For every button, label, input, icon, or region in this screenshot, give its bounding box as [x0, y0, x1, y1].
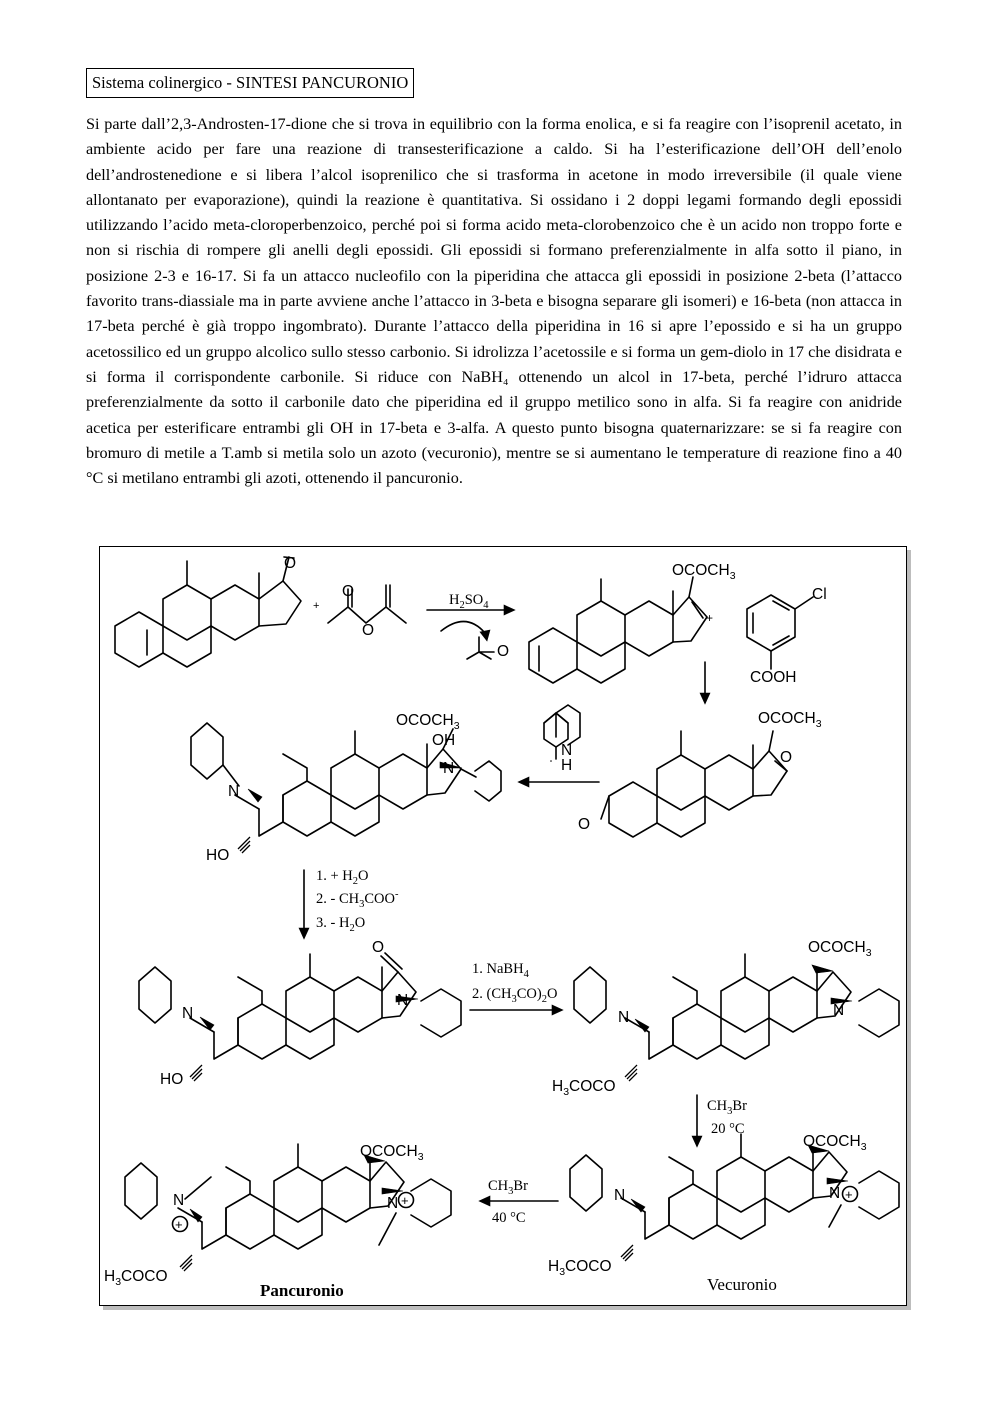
hydrolysis-step-3: 3. - $H_2O$ — [316, 915, 366, 934]
plus-sign: + — [313, 600, 320, 612]
pancuronio-ester-label: $OCOCH_3$ — [360, 1143, 424, 1163]
vecuronio-name: Vecuronio — [707, 1275, 777, 1294]
isoprenyl-acetate-structure — [328, 585, 406, 623]
piperidine-reagent — [518, 713, 599, 787]
aminoketone-n16: N — [397, 992, 409, 1009]
methylation-20c-arrow — [692, 1095, 702, 1147]
aminoalcohol-ho: HO — [206, 847, 230, 864]
vecuronio-bonds — [621, 1145, 848, 1261]
vecuronio-n2: N — [614, 1187, 626, 1204]
mebr20-temperature: 20 °C — [711, 1121, 745, 1137]
mebr20-reagent: $CH_3Br$ — [707, 1098, 747, 1117]
ester-carbonyl-oxygen: O — [342, 583, 355, 600]
aminoketone-bonds — [190, 996, 418, 1081]
vecuronio-acetoxy3: $H_3COCO$ — [548, 1258, 612, 1278]
vecuronio-plus: + — [845, 1187, 853, 1202]
hydrolysis-arrow — [299, 870, 309, 939]
pancuronio-n2: N — [173, 1192, 185, 1209]
h2so4-label: $H_2SO_4$ — [449, 592, 489, 611]
enol-ester-label: $OCOCH_3$ — [672, 562, 736, 582]
aminoketone-oxygen: O — [372, 939, 385, 956]
body-paragraph: Si parte dall’2,3-Androsten-17-dione che si trova in equilibrio con la forma enolica, e si fa reagire con l’isoprenil acetato, in ambiente acido per fare una reazione di transesterificazione a caldo. Si ha l’esterificazione dell’OH dell’enolo dell’androstenedione e si libera l’alcol isoprenilico che si trasforma in acetone in modo irreversibile (il quale viene allontanato per evaporazione), quindi la reazione è quantitativa. Si ossidano i 2 doppi legami formando degli epossidi utilizzando l’acido meta-cloroperbenzoico, perché poi si forma acido meta-clorobenzoico che è un acido non troppo forte e non si rischia di rompere gli anelli degli epossidi. Gli epossidi si formano preferenzialmente in alfa sotto il piano, in posizione 2-3 e 16-17. Si fa un attacco nucleofilo con la piperidina che attacca gli epossidi in posizione 2-beta (l’attacco favorito trans-diassiale ma in parte avviene anche l’attacco in 3-beta e bisogna separare gli isomeri) e 16-beta (non attacca in 17-beta perché è già troppo ingombrato). Durante l’attacco della piperidina in 16 si apre l’epossido e si ha un gruppo acetossilico ed un gruppo alcolico sullo stesso carbonio. Si idrolizza l’acetossile e si forma un gem-diolo in 17 che disidrata e si forma il corrispondente carbonile. Si riduce con NaBH₄ ottenendo un alcol in 17-beta, perché l’idruro attacca preferenzialmente da sotto il carbonile dato che piperidina ed il gruppo metilico sono in alfa. Si fa reagire con anidride acetica per esterificare entrambi gli OH in 17-beta e 3-alfa. A questo punto bisogna quaternarizzare: se si fa reagire con bromuro di metile a T.amb si metila solo un azoto (vecuronio), mentre se si aumentano le temperature di reazione fino a 40 °C si metilano entrambi gli azoti, ottenendo il pancuronio. — [86, 115, 902, 488]
chlorine-label: Cl — [812, 586, 827, 603]
aminoalcohol-skeleton — [235, 769, 476, 809]
aminoalcohol-oh: OH — [432, 732, 456, 749]
bis-epoxide-structure — [601, 731, 787, 837]
epoxidation-arrow — [700, 662, 710, 704]
piperidine-n: N — [561, 742, 573, 759]
cooh-label: COOH — [750, 669, 797, 686]
hydrolysis-step-2: 2. - $CH_3COO^-$ — [316, 889, 399, 910]
methylation-40c-arrow — [479, 1196, 558, 1206]
epoxide-o2: O — [578, 816, 591, 833]
vecuronio-n16: N — [829, 1185, 841, 1202]
reduction-arrow — [470, 1005, 563, 1015]
ketone-oxygen-label: O — [284, 555, 297, 572]
epoxide-ester-label: $OCOCH_3$ — [758, 710, 822, 730]
vecuronio-ester-label: $OCOCH_3$ — [803, 1133, 867, 1153]
pancuronio-plus2: + — [175, 1217, 183, 1232]
aminoalcohol-n16: N — [443, 760, 455, 777]
acetone-oxygen: O — [497, 643, 510, 660]
pancuronio-name: Pancuronio — [260, 1281, 344, 1300]
reduction-step-1: 1. NaBH$_4$ — [472, 961, 529, 980]
pancuronio-n16: N — [387, 1195, 399, 1212]
pancuronio-plus16: + — [401, 1193, 409, 1208]
hydrolysis-step-1: 1. + $H_2O$ — [316, 868, 369, 887]
ester-oxygen: O — [362, 622, 375, 639]
enol-acetate-structure — [529, 577, 707, 683]
diester-acetoxy3: $H_3COCO$ — [552, 1078, 616, 1098]
aminoalcohol-bonds — [238, 762, 462, 853]
diester-structure — [574, 954, 899, 1059]
mcpba-structure — [747, 595, 813, 669]
piperidine-h: H — [561, 757, 573, 774]
mebr40-reagent: $CH_3Br$ — [488, 1178, 528, 1197]
aminoketone-n2: N — [182, 1005, 194, 1022]
diester-bonds — [625, 965, 852, 1081]
page-title: Sistema colinergico - SINTESI PANCURONIO — [86, 68, 414, 98]
reduction-step-2: 2. $(CH_3CO)_2O$ — [472, 986, 558, 1005]
diester-n16: N — [833, 1002, 845, 1019]
plus-sign-2: + — [706, 611, 714, 625]
mebr40-temperature: 40 °C — [492, 1210, 526, 1226]
epoxide-o17: O — [780, 749, 793, 766]
diester-n2: N — [618, 1009, 630, 1026]
androstendione-structure — [115, 557, 301, 667]
aminoalcohol-ester: $OCOCH_3$ — [396, 712, 460, 732]
aminoketone-ho: HO — [160, 1071, 184, 1088]
pancuronio-acetoxy3: $H_3COCO$ — [104, 1268, 168, 1288]
reaction-scheme — [99, 546, 907, 1306]
aminoalcohol-n2: N — [228, 783, 240, 800]
diester-ester-label: $OCOCH_3$ — [808, 939, 872, 959]
